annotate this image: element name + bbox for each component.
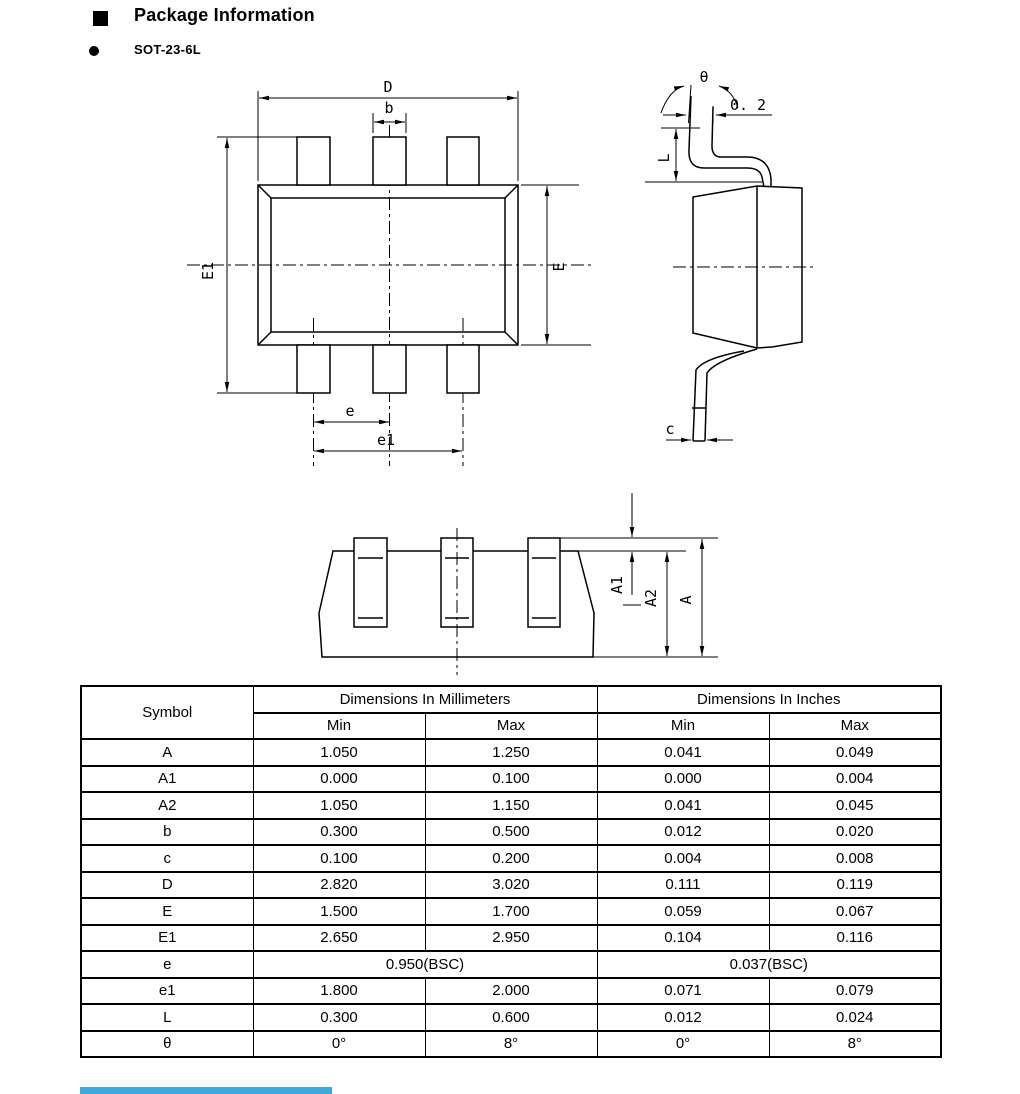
dim-label-A2: A2 [642,588,660,608]
mm-min-cell: 1.050 [253,739,425,766]
dimensions-table [80,685,942,1058]
mm-min-cell: 0.000 [253,766,425,793]
table-row [81,951,941,978]
in-max-cell: 0.004 [769,766,941,793]
dim-label-L: L [655,153,673,163]
mm-max-cell: 0.500 [425,819,597,846]
dim-label-A1: A1 [608,575,626,595]
dim-label-b: b [384,99,394,117]
mm-min-cell: 0.300 [253,1004,425,1031]
table-header-row [81,686,941,713]
in-max-cell: 0.119 [769,872,941,899]
in-min-cell: 0.012 [597,1004,769,1031]
in-min-cell: 0.012 [597,819,769,846]
table-row [81,766,941,793]
in-min-cell: 0.000 [597,766,769,793]
dim-label-theta: θ [699,70,709,86]
mm-max-cell: 1.250 [425,739,597,766]
symbol-cell: A2 [81,792,253,819]
in-min-cell: 0.041 [597,739,769,766]
col-header-inches: Dimensions In Inches [597,686,941,713]
circle-bullet-icon [89,46,99,56]
symbol-cell: θ [81,1031,253,1058]
mm-min-cell: 1.800 [253,978,425,1005]
in-min-cell: 0.111 [597,872,769,899]
square-bullet-icon [93,11,108,26]
footer-accent-bar [80,1087,332,1094]
col-header-mm: Dimensions In Millimeters [253,686,597,713]
in-max-cell: 0.079 [769,978,941,1005]
symbol-cell: E [81,898,253,925]
in-max-cell: 8° [769,1031,941,1058]
dim-label-E: E [550,262,568,272]
mm-max-cell: 8° [425,1031,597,1058]
mm-min-cell: 2.820 [253,872,425,899]
in-max-cell: 0.116 [769,925,941,952]
in-max-cell: 0.067 [769,898,941,925]
col-header-mm-max: Max [425,713,597,740]
mm-min-cell: 0.100 [253,845,425,872]
table-row [81,739,941,766]
col-header-in-min: Min [597,713,769,740]
in-min-cell: 0.004 [597,845,769,872]
in-max-cell: 0.020 [769,819,941,846]
in-min-cell: 0.104 [597,925,769,952]
page-title: Package Information [134,5,315,25]
symbol-cell: e1 [81,978,253,1005]
package-name: SOT-23-6L [134,42,201,57]
in-min-cell: 0.041 [597,792,769,819]
table-row [81,819,941,846]
package-body-side-view [689,96,802,441]
table-row [81,872,941,899]
dim-label-E1: E1 [199,261,217,281]
mm-min-cell: 0° [253,1031,425,1058]
mm-max-cell: 1.150 [425,792,597,819]
symbol-cell: E1 [81,925,253,952]
mm-max-cell: 3.020 [425,872,597,899]
mm-max-cell: 0.600 [425,1004,597,1031]
mm-min-cell: 1.050 [253,792,425,819]
col-header-symbol: Symbol [81,686,253,739]
in-max-cell: 0.049 [769,739,941,766]
dimension-lines [645,70,772,440]
col-header-in-max: Max [769,713,941,740]
mm-span-cell: 0.950(BSC) [253,951,597,978]
symbol-cell: e [81,951,253,978]
symbol-cell: L [81,1004,253,1031]
mm-min-cell: 1.500 [253,898,425,925]
in-span-cell: 0.037(BSC) [597,951,941,978]
mm-max-cell: 0.200 [425,845,597,872]
dim-label-e: e [345,402,355,420]
in-max-cell: 0.008 [769,845,941,872]
front-view-drawing [300,485,730,680]
in-min-cell: 0.071 [597,978,769,1005]
col-header-mm-min: Min [253,713,425,740]
in-max-cell: 0.024 [769,1004,941,1031]
table-row [81,1031,941,1058]
symbol-cell: b [81,819,253,846]
dim-label-D: D [383,78,393,96]
table-row [81,1004,941,1031]
symbol-cell: D [81,872,253,899]
table-row [81,925,941,952]
in-min-cell: 0.059 [597,898,769,925]
symbol-cell: c [81,845,253,872]
table-row [81,898,941,925]
table-row [81,792,941,819]
mm-max-cell: 1.700 [425,898,597,925]
side-view-drawing [620,70,850,455]
table-row [81,845,941,872]
dim-label-tip: 0. 2 [729,96,767,114]
table-row [81,978,941,1005]
mm-max-cell: 0.100 [425,766,597,793]
mm-min-cell: 0.300 [253,819,425,846]
symbol-cell: A1 [81,766,253,793]
mm-max-cell: 2.950 [425,925,597,952]
dim-label-e1: e1 [376,431,396,449]
in-max-cell: 0.045 [769,792,941,819]
dim-label-A: A [677,595,695,605]
top-view-drawing [185,75,595,470]
symbol-cell: A [81,739,253,766]
mm-max-cell: 2.000 [425,978,597,1005]
in-min-cell: 0° [597,1031,769,1058]
mm-min-cell: 2.650 [253,925,425,952]
dim-label-c: c [665,420,675,438]
